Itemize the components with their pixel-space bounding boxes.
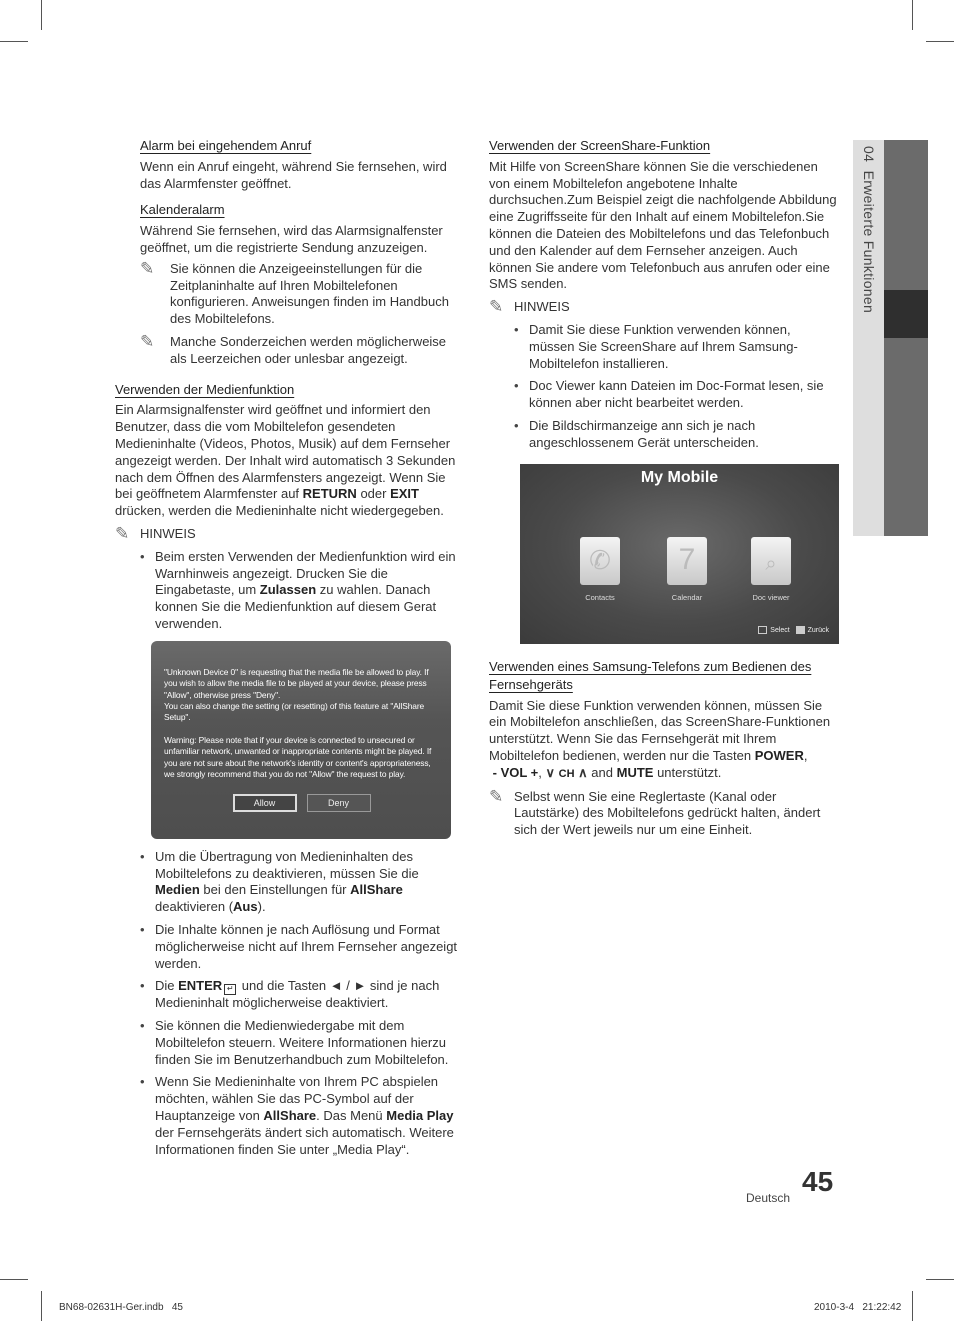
pencil-note-icon: ✎	[489, 297, 504, 317]
paragraph	[489, 698, 839, 783]
text: ).	[257, 899, 266, 915]
crop-mark	[912, 0, 913, 30]
side-tab-marker	[884, 290, 928, 338]
enter-icon: ↵	[224, 984, 236, 995]
note	[140, 331, 465, 368]
return-key-icon	[796, 626, 805, 634]
text: Wenn Sie Medieninhalte von Ihrem PC abspielen möchten, wählen Sie das PC-Symbol auf der Hauptanzeige von	[155, 1074, 439, 1124]
note	[140, 258, 465, 328]
print-file-info: BN68-02631H-Ger.indb 45	[59, 1302, 183, 1313]
pencil-note-icon: ✎	[115, 523, 130, 543]
note-text: Manche Sonderzeichen werden möglicherweise als Leerzeichen oder unlesbar angezeigt.	[170, 333, 447, 366]
paragraph: Mit Hilfe von ScreenShare können Sie die verschiedenen von einem Mobiltelefon angebotene Inhalte durchsuchen.Zum Beispiel zeigt die nachfolgende Abbildung eine Zugriffsseite für den Inhalt auf einem Mobiltelefon.Sie können die Dateien des Mobiltelefons und das Telefonbuch und den Kalender auf dem Fernseher anzeigen. Auch können Sie andere vom Telefonbuch aus anrufen oder eine SMS senden.	[489, 158, 837, 292]
text: Die	[155, 978, 179, 994]
app-doc-viewer[interactable]	[731, 537, 811, 607]
side-tab-bar	[884, 140, 928, 536]
calendar-day: 7	[678, 542, 696, 576]
paragraph	[115, 402, 465, 520]
enter-key-icon	[758, 626, 767, 634]
text: oder	[356, 486, 391, 502]
list-item	[155, 978, 465, 1012]
text: drücken, werden die Medieninhalte nicht wiedergegeben.	[115, 503, 444, 519]
app-label: Doc viewer	[752, 592, 790, 602]
list-item: • Die Bildschirmanzeige ann sich je nach angeschlossenem Gerät unterscheiden.	[529, 418, 839, 452]
doc-viewer-icon: ⌕	[751, 537, 791, 585]
incoming-call-section	[115, 138, 465, 368]
text: Beim ersten Verwenden der Medienfunktion wird ein Warnhinweis angezeigt. Drucken Sie die Eingabetaste, um	[155, 548, 456, 598]
text-bold: Aus	[233, 899, 258, 915]
text: zu wahlen. Danach konnen Sie die Medienfunktion auf diesem Gerat verwenden.	[155, 582, 437, 631]
crop-mark	[926, 1279, 954, 1280]
dialog-text: You can also change the setting (or resetting) of this feature at "AllShare Setup".	[164, 700, 425, 723]
crop-mark	[912, 1291, 913, 1321]
crop-mark	[0, 41, 28, 42]
text: und die Tasten ◄ / ► sind je nach Medieninhalt möglicherweise deaktiviert.	[155, 978, 440, 1011]
chevron-down-icon: ∨	[545, 764, 556, 780]
crop-mark	[41, 1291, 42, 1321]
print-date-info: 2010-3-4 21:22:42	[814, 1302, 902, 1313]
section-heading: Verwenden der ScreenShare-Funktion	[489, 138, 711, 153]
text: and	[587, 764, 617, 780]
section-heading: Verwenden der Medienfunktion	[115, 381, 295, 397]
my-mobile-screen	[520, 464, 839, 644]
crop-mark	[0, 1279, 28, 1280]
text-bold: Medien	[155, 882, 200, 898]
text: Ein Alarmsignalfenster wird geöffnet und informiert den Benutzer, dass die vom Mobiltelefon gesendeten Medieninhalte (Videos, Photos, Musik) auf dem Fernseher angezeigt werden. Der Inhalt wird automatisch 3 Sekunden nach dem Öffnen des Alarmfensters angezeigt. Wenn Sie bei geöffnetem Alarmfenster auf	[115, 402, 456, 502]
side-tab-label	[860, 146, 877, 313]
note	[489, 786, 839, 839]
dialog-text: "Unknown Device 0" is requesting that the media file be allowed to play. If you wish to allow the media file to be played at your device, please press "Allow", otherwise press "Deny".	[164, 666, 429, 700]
text: ,	[803, 747, 808, 763]
page-number: 45	[802, 1166, 834, 1197]
chevron-up-icon: ∧	[578, 764, 588, 780]
pencil-note-icon: ✎	[140, 331, 155, 351]
pencil-note-icon: ✎	[489, 786, 504, 806]
dialog-warning: Warning: Please note that if your device is connected to unsecured or unfamiliar network, unwanted or inappropriate contents might be played. If you are not sure about the network's identity or content's appropriateness, we strongly recommend that you do not "Allow" the request to play.	[164, 734, 432, 779]
key-exit: EXIT	[390, 486, 419, 502]
app-label: Contacts	[585, 592, 615, 602]
key-enter: ENTER	[178, 978, 223, 994]
app-calendar[interactable]	[647, 537, 727, 607]
allow-button[interactable]: Allow	[233, 794, 297, 812]
section-heading: Alarm bei eingehendem Anruf	[140, 138, 312, 153]
text: . Das Menü	[316, 1108, 387, 1124]
paragraph: Wenn ein Anruf eingeht, während Sie fernsehen, wird das Alarmfenster geöffnet.	[140, 158, 447, 191]
hinweis-heading	[489, 299, 839, 316]
key-channel: CH	[558, 767, 575, 780]
text: deaktivieren (	[155, 899, 234, 915]
media-permission-dialog	[151, 641, 451, 839]
hinweis-heading	[115, 523, 465, 543]
list-item: • Die Inhalte können je nach Auflösung und Format möglicherweise nicht auf Ihrem Fernseher angezeigt werden.	[155, 922, 465, 972]
list-item	[155, 849, 465, 916]
hinweis-label: HINWEIS	[514, 299, 570, 315]
list-item	[155, 549, 465, 633]
phone-icon: ✆	[580, 537, 620, 585]
text: ,	[538, 764, 542, 780]
calendar-icon	[667, 537, 707, 585]
my-mobile-title: My Mobile	[640, 468, 719, 486]
section-heading: Kalenderalarm	[140, 202, 225, 218]
app-label: Calendar	[671, 592, 703, 602]
pencil-note-icon: ✎	[140, 258, 155, 278]
deny-button[interactable]: Deny	[307, 794, 371, 812]
crop-mark	[926, 41, 954, 42]
list-item: • Sie können die Medienwiedergabe mit dem Mobiltelefon steuern. Weitere Informationen hierzu finden Sie im Benutzerhandbuch zum Mobiltelefon.	[155, 1018, 465, 1068]
select-hint: Select	[770, 626, 790, 634]
text: Um die Übertragung von Medieninhalten des Mobiltelefons zu deaktivieren, müssen Sie die	[155, 848, 419, 881]
footer-language: Deutsch	[746, 1191, 791, 1205]
paragraph: Während Sie fernsehen, wird das Alarmsignalfenster geöffnet, um die registrierte Sendung anzuzeigen.	[140, 223, 443, 255]
note-text: Selbst wenn Sie eine Reglertaste (Kanal oder Lautstärke) des Mobiltelefons gedrückt halten, ändert sich der Wert jeweils nur um eine Einheit.	[514, 788, 821, 838]
text-bold: Media Play	[386, 1108, 454, 1124]
chapter-title: Erweiterte Funktionen	[860, 170, 877, 314]
text: bei den Einstellungen für	[199, 882, 351, 898]
bullet-list	[489, 322, 839, 452]
dialog-buttons	[164, 794, 439, 812]
chapter-side-tab	[853, 140, 928, 536]
section-heading: Verwenden eines Samsung-Telefons zum Bedienen des Fernsehgeräts	[489, 658, 812, 692]
text: der Fernsehgeräts ändert sich automatisch. Weitere Informationen finden Sie unter „Media Play“.	[155, 1124, 454, 1157]
text: Damit Sie diese Funktion verwenden können, müssen Sie ein Mobiltelefon anschließen, das ScreenShare-Funktionen unterstützt. Wenn Sie das Fernsehgerät mit Ihrem Mobiltelefon bedienen, werden nur die Tasten	[489, 697, 831, 763]
key-volume: - VOL +	[492, 764, 539, 780]
text-bold: AllShare	[263, 1108, 317, 1124]
key-mute: MUTE	[616, 764, 654, 780]
list-item: • Damit Sie diese Funktion verwenden können, müssen Sie ScreenShare auf Ihrem Samsung-Mobiltelefon installieren.	[529, 322, 839, 372]
chapter-number: 04	[860, 146, 877, 163]
back-hint: Zurück	[807, 626, 829, 634]
my-mobile-footer	[758, 623, 829, 640]
text-bold: Zulassen	[259, 582, 317, 598]
hinweis-label: HINWEIS	[140, 525, 196, 541]
text-bold: AllShare	[350, 882, 403, 898]
key-power: POWER	[754, 747, 804, 763]
crop-mark	[41, 0, 42, 30]
note-text: Sie können die Anzeigeeinstellungen für die Zeitplaninhalte auf Ihren Mobiltelefonen konfigurieren. Anweisungen finden im Handbuch des Mobiltelefons.	[170, 260, 449, 327]
left-column	[115, 138, 465, 1164]
right-column	[489, 138, 839, 845]
list-item	[155, 1074, 465, 1158]
key-return: RETURN	[302, 486, 357, 502]
app-contacts[interactable]	[560, 537, 640, 607]
text: unterstützt.	[653, 764, 722, 780]
bullet-list	[115, 549, 465, 633]
bullet-list	[115, 849, 465, 1159]
list-item: • Doc Viewer kann Dateien im Doc-Format lesen, sie können aber nicht bearbeitet werden.	[529, 378, 839, 412]
